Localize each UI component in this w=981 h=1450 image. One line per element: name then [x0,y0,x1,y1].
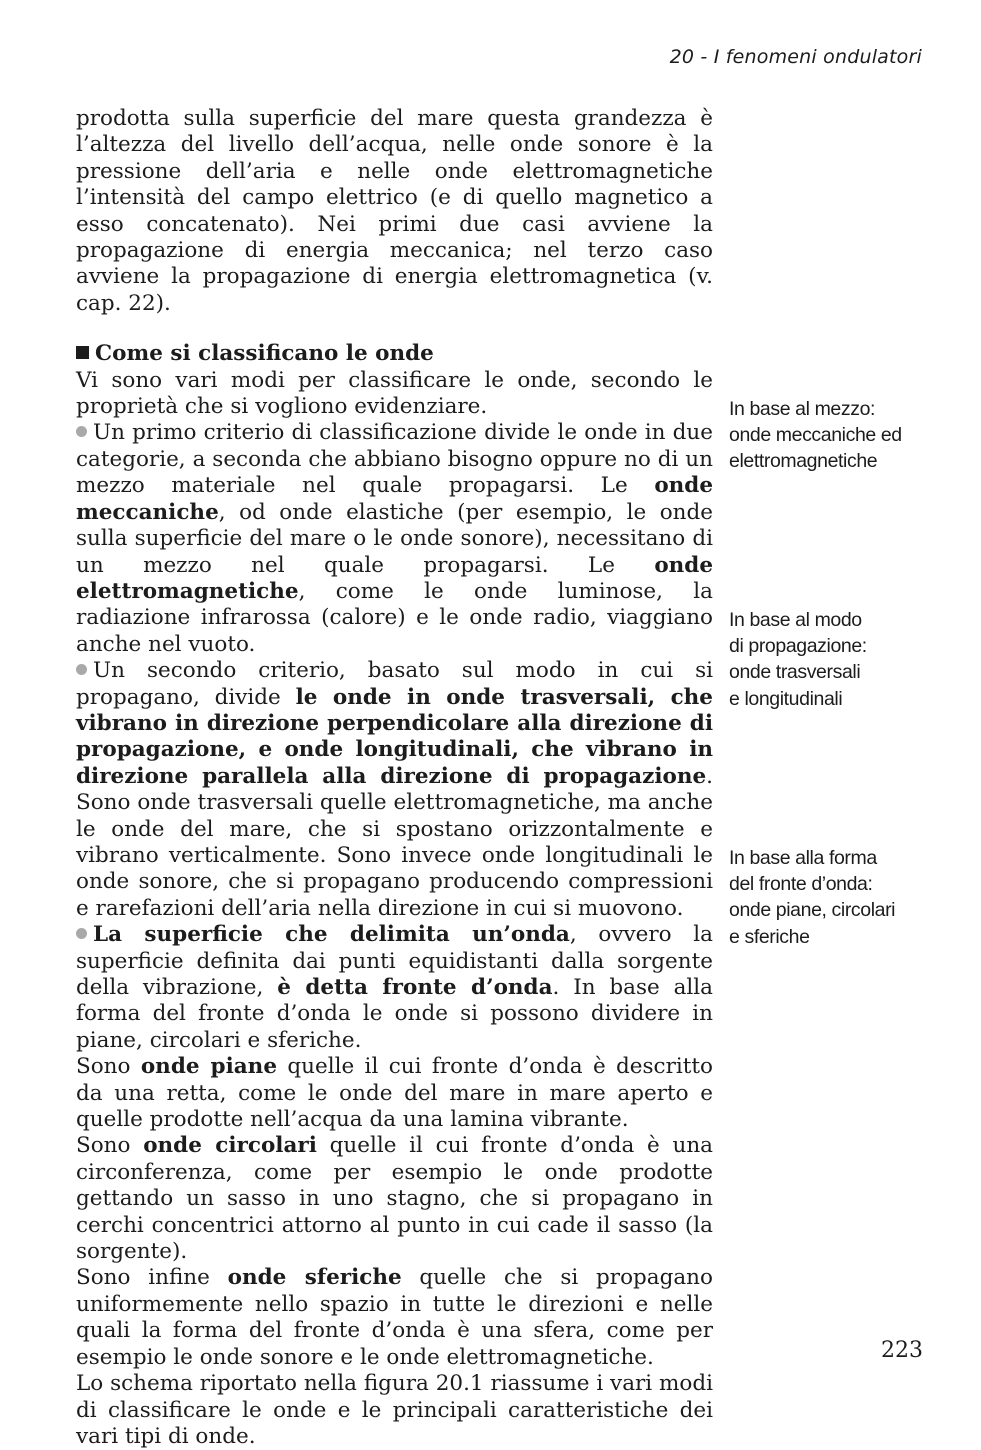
plane-waves-paragraph: Sono onde piane quelle il cui fronte d’onda è descritto da una retta, come le onde del mare in mare aperto e quelle prodotte nell’acqua da una lamina vibrante. [76,1054,713,1133]
margin-note-propagation: In base al modo di propagazione: onde trasversali e longitudinali [729,609,867,710]
bullet-dot-icon [76,426,87,437]
criterion-propagation-paragraph: Un secondo criterio, basato sul modo in cui si propagano, divide le onde in onde trasversali, che vibrano in direzione perpendicolare alla direzione di propagazione, e onde longitudinali, che vibrano in direzione parallela alla direzione di propagazione. Sono onde trasversali quelle elettromagnetiche, ma anche le onde del mare, che si spostano orizzontalmente e vibrano verticalmente. Sono invece onde longitudinali le onde sonore, che si propagano producendo compressioni e rarefazioni dell’aria nella direzione in cui si muovono. [76,658,713,921]
bullet-dot-icon [76,928,87,939]
section-heading-text: Come si classificano le onde [95,341,434,367]
criterion-wavefront-paragraph: La superficie che delimita un’onda, ovvero la superficie definita dai punti equidistanti dalla sorgente della vibrazione, è detta fronte d’onda. In base alla forma del fronte d’onda le onde si possono dividere in piane, circolari e sferiche. [76,922,713,1053]
bullet-dot-icon [76,664,87,675]
spherical-waves-paragraph: Sono infine onde sferiche quelle che si propagano uniformemente nello spazio in tutte le direzioni e nelle quali la forma del fronte d’onda è una sfera, come per esempio le onde sonore e le onde elettromagnetiche. [76,1265,713,1370]
criterion-medium-paragraph: Un primo criterio di classificazione divide le onde in due categorie, a seconda che abbiano bisogno oppure no di un mezzo materiale nel quale propagarsi. Le onde meccaniche, od onde elastiche (per esempio, le onde sulla superficie del mare o le onde sonore), necessitano di un mezzo nel quale propagarsi. Le onde elettromagnetiche, come le onde luminose, la radiazione infrarossa (calore) e le onde radio, viaggiano anche nel vuoto. [76,420,713,657]
intro-paragraph: prodotta sulla superficie del mare questa grandezza è l’altezza del livello dell’acqua, nelle onde sonore è la pressione dell’aria e nelle onde elettromagnetiche l’intensità del campo elettrico (e di quello magnetico a esso concatenato). Nei primi due casi avviene la propagazione di energia meccanica; nel terzo caso avviene la propagazione di energia elettromagnetica (v. cap. 22). [76,106,713,316]
circular-waves-paragraph: Sono onde circolari quelle il cui fronte d’onda è una circonferenza, come per esempio le onde prodotte gettando un sasso in uno stagno, che si propagano in cerchi concentrici attorno al punto in cui cade il sasso (la sorgente). [76,1133,713,1265]
page-number: 223 [881,1338,923,1363]
margin-note-wavefront: In base alla forma del fronte d’onda: onde piane, circolari e sferiche [729,847,896,948]
section-lead-paragraph: Vi sono vari modi per classificare le onde, secondo le proprietà che si vogliono evidenziare. [76,367,713,420]
section-heading [76,341,713,367]
margin-note-medium: In base al mezzo: onde meccaniche ed elettromagnetiche [729,398,902,473]
square-bullet-icon [76,346,89,359]
main-text-column [76,106,713,1450]
closing-paragraph: Lo schema riportato nella figura 20.1 riassume i vari modi di classificare le onde e le principali caratteristiche dei vari tipi di onde. [76,1371,713,1449]
running-header: 20 - I fenomeni ondulatori [669,46,922,68]
